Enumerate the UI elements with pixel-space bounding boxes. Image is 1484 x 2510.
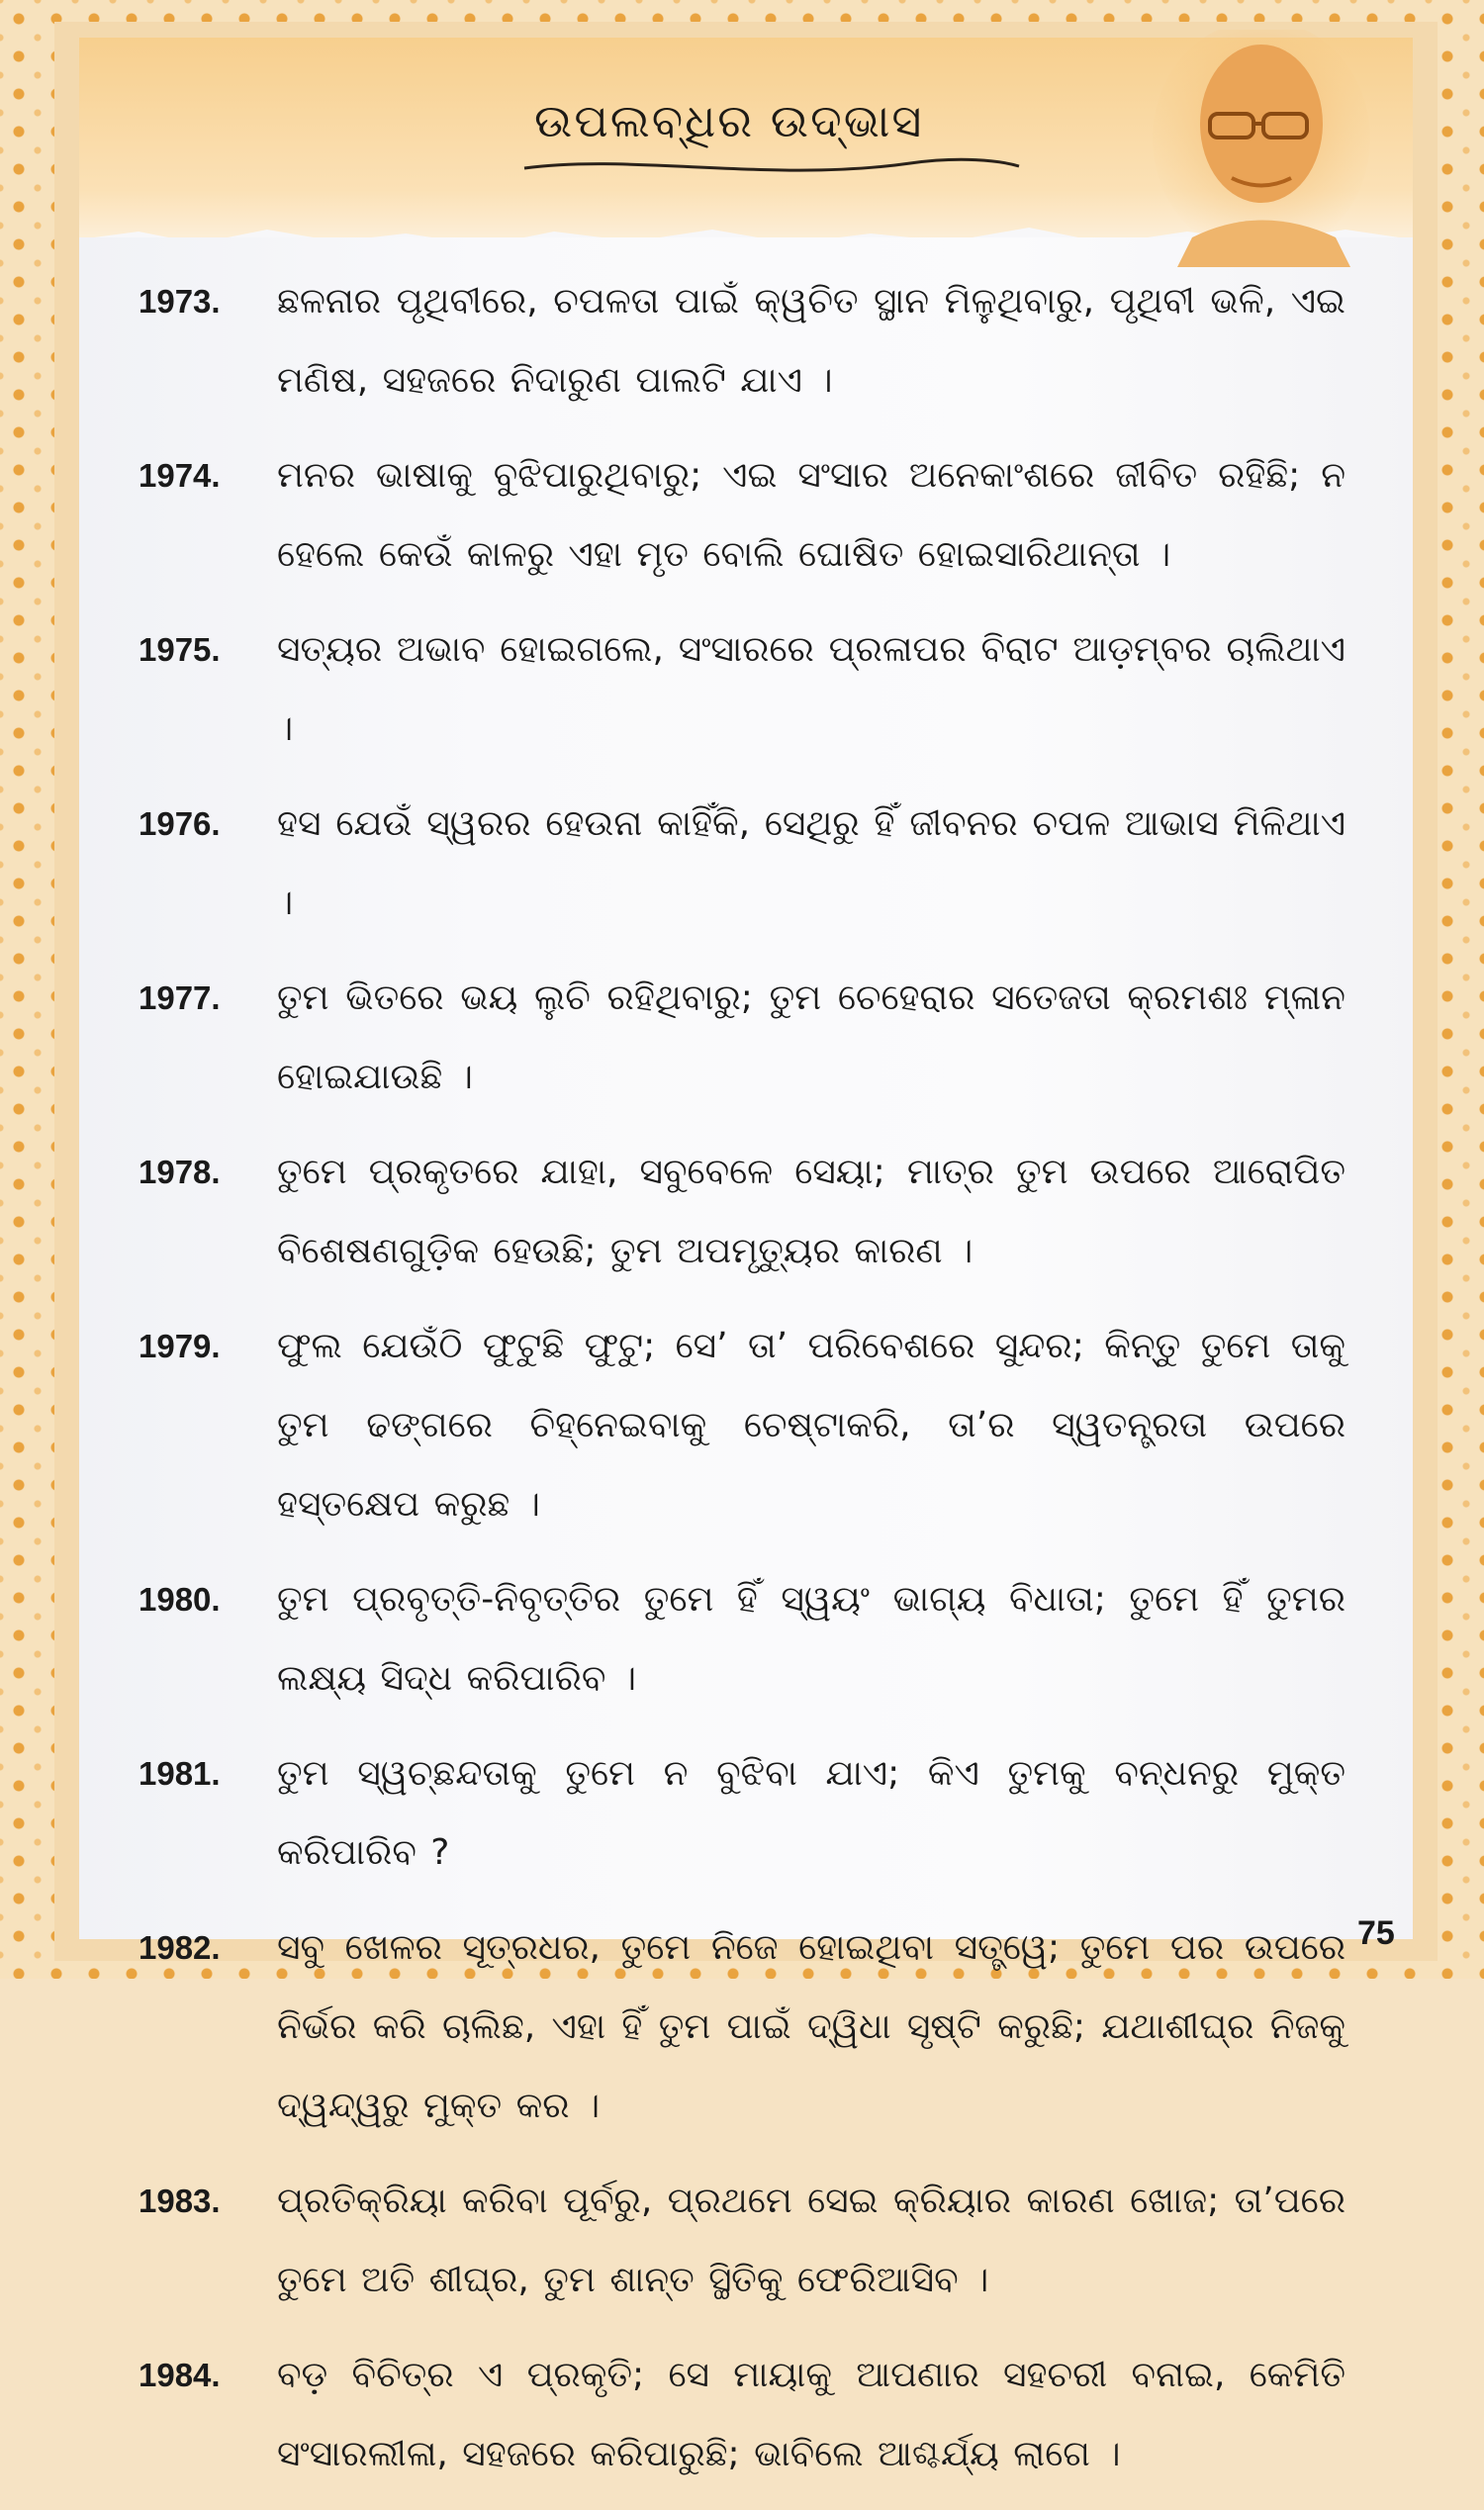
entry-1977 (139, 959, 1345, 1117)
entry-text: ଫୁଲ ଯେଉଁଠି ଫୁଟୁଛି ଫୁଟୁ; ସେ’ ତା’ ପରିବେଶରେ ସୁନ୍ଦର; କିନ୍ତୁ ତୁମେ ତାକୁ ତୁମ ଢଙ୍ଗରେ ଚିହ୍ନେଇବାକୁ ଚେଷ୍ଟାକରି, ତା’ର ସ୍ୱତନ୍ତ୍ରତା ଉପରେ ହସ୍ତକ୍ଷେପ କରୁଛ । (277, 1326, 1345, 1525)
entry-number: 1978. (139, 1154, 221, 1190)
author-portrait (1123, 30, 1380, 267)
entry-1973 (139, 262, 1345, 420)
entry-number: 1984. (139, 2357, 221, 2393)
entry-number: 1977. (139, 979, 221, 1016)
entry-text: ପ୍ରତିକ୍ରିୟା କରିବା ପୂର୍ବରୁ, ପ୍ରଥମେ ସେଇ କ୍ରିୟାର କାରଣ ଖୋଜ; ତା’ପରେ ତୁମେ ଅତି ଶୀଘ୍ର, ତୁମ ଶାନ୍ତ ସ୍ଥିତିକୁ ଫେରିଆସିବ । (277, 2181, 1345, 2300)
entries-list (139, 262, 1345, 2510)
entry-number: 1979. (139, 1328, 221, 1364)
entry-number: 1976. (139, 805, 221, 842)
entry-1980 (139, 1560, 1345, 1719)
entry-number: 1982. (139, 1929, 221, 1966)
entry-1979 (139, 1307, 1345, 1544)
entry-1978 (139, 1133, 1345, 1291)
entry-text: ବଡ଼ ବିଚିତ୍ର ଏ ପ୍ରକୃତି; ସେ ମାୟାକୁ ଆପଣାର ସହଚରୀ ବନାଇ, କେମିତି ସଂସାରଲୀଳା, ସହଜରେ କରିପାରୁଛି; ଭାବିଲେ ଆଶ୍ଚର୍ଯ୍ୟ ଲାଗେ । (277, 2355, 1345, 2474)
entry-number: 1983. (139, 2183, 221, 2219)
entry-number: 1975. (139, 631, 221, 668)
entry-text: ହସ ଯେଉଁ ସ୍ୱରର ହେଉନା କାହିଁକି, ସେଥିରୁ ହିଁ ଜୀବନର ଚପଳ ଆଭାସ ମିଳିଥାଏ । (277, 803, 1345, 923)
entry-text: ସତ୍ୟର ଅଭାବ ହୋଇଗଲେ, ସଂସାରରେ ପ୍ରଳାପର ବିରାଟ ଆଡ଼ମ୍ବର ଚାଲିଥାଏ । (277, 629, 1345, 749)
entry-number: 1974. (139, 457, 221, 494)
title-swash (514, 148, 1029, 188)
entry-number: 1980. (139, 1581, 221, 1618)
entry-text: ତୁମ ପ୍ରବୃତ୍ତି-ନିବୃତ୍ତିର ତୁମେ ହିଁ ସ୍ୱୟଂ ଭାଗ୍ୟ ବିଧାତା; ତୁମେ ହିଁ ତୁମର ଲକ୍ଷ୍ୟ ସିଦ୍ଧ କରିପାରିବ । (277, 1579, 1345, 1699)
entry-text: ତୁମ ସ୍ୱଚ୍ଛନ୍ଦତାକୁ ତୁମେ ନ ବୁଝିବା ଯାଏ; କିଏ ତୁମକୁ ବନ୍ଧନରୁ ମୁକ୍ତ କରିପାରିବ ? (277, 1753, 1345, 1873)
entry-1981 (139, 1734, 1345, 1893)
entry-1974 (139, 436, 1345, 595)
entry-text: ମନର ଭାଷାକୁ ବୁଝିପାରୁଥିବାରୁ; ଏଇ ସଂସାର ଅନେକାଂଶରେ ଜୀବିତ ରହିଛି; ନ ହେଲେ କେଉଁ କାଳରୁ ଏହା ମୃତ ବୋଲି ଘୋଷିତ ହୋଇସାରିଥାନ୍ତା । (277, 455, 1345, 575)
entry-number: 1981. (139, 1755, 221, 1792)
entry-text: ସବୁ ଖେଳର ସୂତ୍ରଧର, ତୁମେ ନିଜେ ହୋଇଥିବା ସତ୍ତ୍ୱେ; ତୁମେ ପର ଉପରେ ନିର୍ଭର କରି ଚାଲିଛ, ଏହା ହିଁ ତୁମ ପାଇଁ ଦ୍ୱିଧା ସୃଷ୍ଟି କରୁଛି; ଯଥାଶୀଘ୍ର ନିଜକୁ ଦ୍ୱନ୍ଦ୍ୱରୁ ମୁକ୍ତ କର । (277, 1927, 1345, 2126)
entry-1984 (139, 2336, 1345, 2494)
entry-text: ତୁମେ ପ୍ରକୃତରେ ଯାହା, ସବୁବେଳେ ସେୟା; ମାତ୍ର ତୁମ ଉପରେ ଆରୋପିତ ବିଶେଷଣଗୁଡ଼ିକ ହେଉଛି; ତୁମ ଅପମୃତ୍ୟୁର କାରଣ । (277, 1152, 1345, 1271)
entry-number: 1973. (139, 283, 221, 320)
entry-text: ଛଳନାର ପୃଥିବୀରେ, ଚପଳତା ପାଇଁ କ୍ୱଚିତ ସ୍ଥାନ ମିଳୁଥିବାରୁ, ପୃଥିବୀ ଭଳି, ଏଇ ମଣିଷ, ସହଜରେ ନିଦାରୁଣ ପାଲଟି ଯାଏ । (277, 281, 1345, 401)
entry-1975 (139, 610, 1345, 769)
page-title: ଉପଲବ୍ଧିର ଉଦ୍‌ଭାସ (534, 94, 924, 147)
entry-1982 (139, 1908, 1345, 2146)
entry-text: ତୁମ ଭିତରେ ଭୟ ଲୁଚି ରହିଥିବାରୁ; ତୁମ ଚେହେରାର ସତେଜତା କ୍ରମଶଃ ମ୍ଳାନ ହୋଇଯାଉଛି । (277, 977, 1345, 1097)
page-number: 75 (1357, 1914, 1395, 1952)
entry-1983 (139, 2162, 1345, 2320)
entry-1976 (139, 785, 1345, 943)
